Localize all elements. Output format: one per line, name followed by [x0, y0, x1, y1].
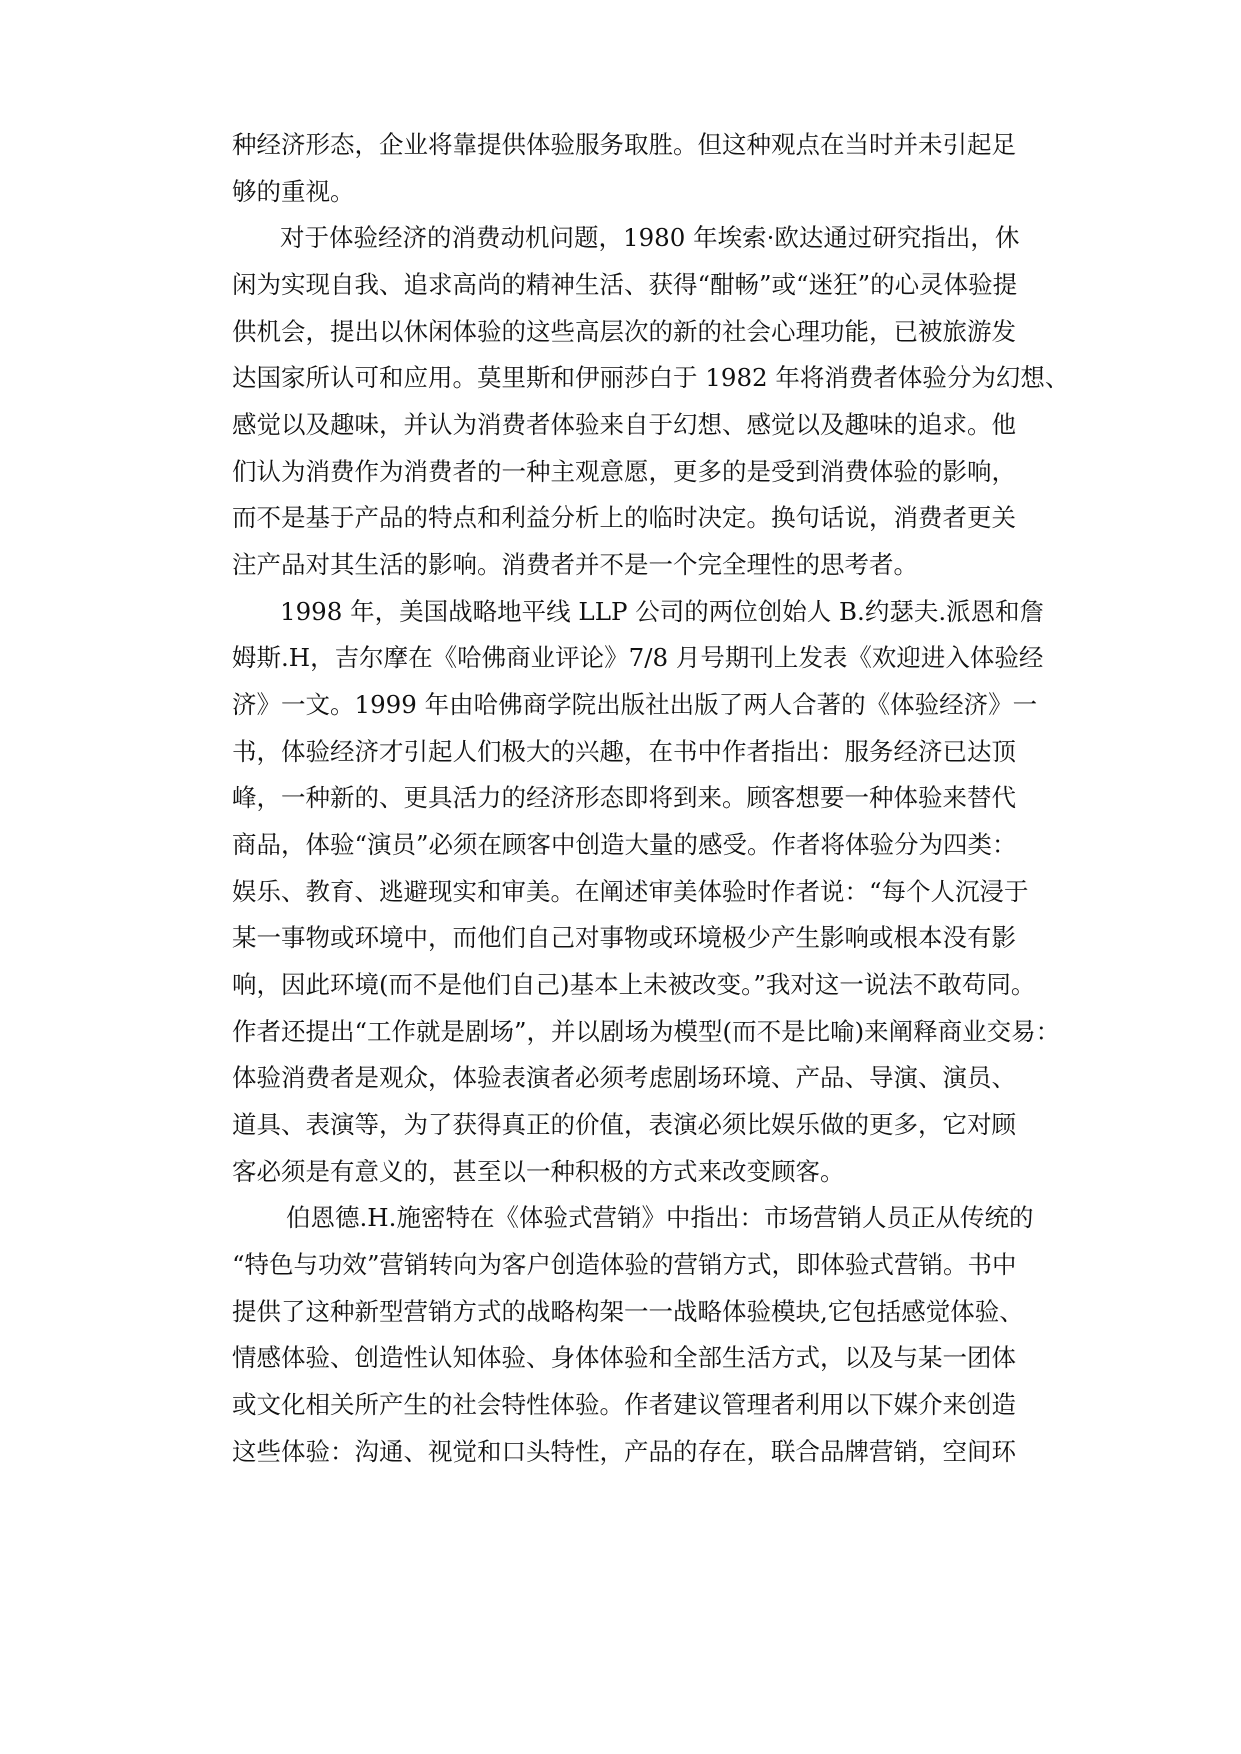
text-line: 体验消费者是观众，体验表演者必须考虑剧场环境、产品、导演、演员、: [232, 1063, 1016, 1092]
text-line: 们认为消费作为消费者的一种主观意愿，更多的是受到消费体验的影响，: [232, 457, 1016, 486]
text-line: 响，因此环境(而不是他们自己)基本上未被改变。”我对这一说法不敢苟同。: [232, 970, 1036, 999]
text-line: 注产品对其生活的影响。消费者并不是一个完全理性的思考者。: [232, 550, 918, 579]
text-line: 书，体验经济才引起人们极大的兴趣，在书中作者指出：服务经济已达顶: [232, 737, 1016, 766]
text-line: 济》一文。1999 年由哈佛商学院出版社出版了两人合著的《体验经济》一: [232, 690, 1038, 719]
text-line: 作者还提出“工作就是剧场”，并以剧场为模型(而不是比喻)来阐释商业交易：: [232, 1017, 1061, 1046]
text-line: “特色与功效”营销转向为客户创造体验的营销方式，即体验式营销。书中: [232, 1250, 1017, 1279]
text-line: 峰，一种新的、更具活力的经济形态即将到来。顾客想要一种体验来替代: [232, 783, 1016, 812]
text-line: 客必须是有意义的，甚至以一种积极的方式来改变顾客。: [232, 1157, 845, 1186]
text-line: 娱乐、教育、逃避现实和审美。在阐述审美体验时作者说：“每个人沉浸于: [232, 877, 1029, 906]
text-line: 而不是基于产品的特点和利益分析上的临时决定。换句话说，消费者更关: [232, 503, 1016, 532]
text-line: 道具、表演等，为了获得真正的价值，表演必须比娱乐做的更多，它对顾: [232, 1110, 1016, 1139]
text-line: 某一事物或环境中，而他们自己对事物或环境极少产生影响或根本没有影: [232, 923, 1016, 952]
text-line: 情感体验、创造性认知体验、身体体验和全部生活方式，以及与某一团体: [232, 1343, 1016, 1372]
text-line: 伯恩德.H.施密特在《体验式营销》中指出：市场营销人员正从传统的: [286, 1203, 1034, 1232]
text-line: 供机会，提出以休闲体验的这些高层次的新的社会心理功能，已被旅游发: [232, 317, 1016, 346]
text-line: 商品，体验“演员”必须在顾客中创造大量的感受。作者将体验分为四类：: [232, 830, 1017, 859]
text-line: 感觉以及趣味，并认为消费者体验来自于幻想、感觉以及趣味的追求。他: [232, 410, 1016, 439]
text-line: 种经济形态，企业将靠提供体验服务取胜。但这种观点在当时并未引起足: [232, 130, 1016, 159]
text-line: 对于体验经济的消费动机问题，1980 年埃索·欧达通过研究指出，休: [280, 223, 1020, 252]
text-line: 或文化相关所产生的社会特性体验。作者建议管理者利用以下媒介来创造: [232, 1390, 1016, 1419]
text-line: 姆斯.H，吉尔摩在《哈佛商业评论》7/8 月号期刊上发表《欢迎进入体验经: [232, 643, 1044, 672]
text-line: 达国家所认可和应用。莫里斯和伊丽莎白于 1982 年将消费者体验分为幻想、: [232, 363, 1070, 392]
text-line: 闲为实现自我、追求高尚的精神生活、获得“酣畅”或“迷狂”的心灵体验提: [232, 270, 1018, 299]
text-line: 1998 年，美国战略地平线 LLP 公司的两位创始人 B.约瑟夫.派恩和詹: [280, 597, 1045, 626]
text-line: 够的重视。: [232, 177, 355, 206]
text-line: 这些体验：沟通、视觉和口头特性，产品的存在，联合品牌营销，空间环: [232, 1437, 1016, 1466]
text-line: 提供了这种新型营销方式的战略构架一一战略体验模块,它包括感觉体验、: [232, 1297, 1024, 1326]
